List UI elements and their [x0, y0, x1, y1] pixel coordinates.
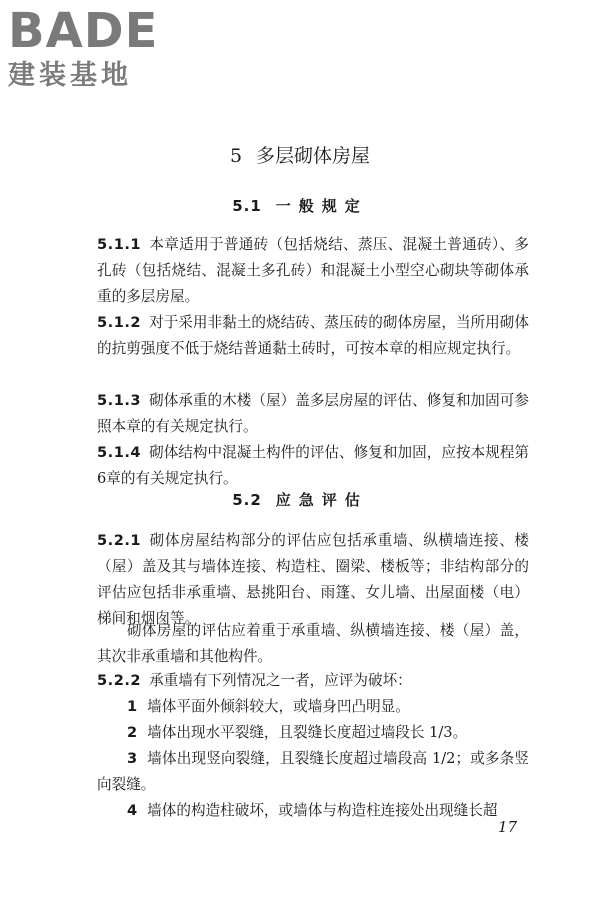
item-number: 3 — [127, 750, 138, 767]
clause-5-1-2 — [97, 310, 529, 362]
bade-logo — [8, 4, 178, 92]
clause-number: 5.1.3 — [97, 392, 142, 409]
clause-text: 砌体承重的木楼（屋）盖多层房屋的评估、修复和加固可参照本章的有关规定执行。 — [97, 392, 529, 435]
section-title: 应急评估 — [275, 491, 368, 509]
clause-number: 5.2.1 — [97, 532, 142, 549]
clause-lead — [97, 668, 529, 694]
clause-text: 对于采用非黏土的烧结砖、蒸压砖的砌体房屋，当所用砌体的抗剪强度不低于烧结普通黏土砖时，可按本章的相应规定执行。 — [97, 314, 529, 357]
list-item — [97, 746, 529, 798]
item-number: 1 — [127, 698, 138, 715]
item-number: 2 — [127, 724, 138, 741]
item-text: 墙体出现水平裂缝，且裂缝长度超过墙段长 1/3。 — [147, 724, 468, 741]
clause-5-1-1 — [97, 232, 529, 310]
clause-text: 承重墙有下列情况之一者，应评为破坏： — [149, 672, 412, 689]
clause-5-1-3 — [97, 388, 529, 440]
item-text: 墙体平面外倾斜较大，或墙身凹凸明显。 — [147, 698, 410, 715]
item-number: 4 — [127, 802, 138, 819]
list-item — [97, 720, 529, 746]
chapter-title — [0, 142, 600, 170]
clause-5-2-2 — [97, 668, 529, 824]
page-number: 17 — [498, 818, 518, 836]
section-title: 一般规定 — [275, 197, 368, 215]
logo-mark: BADE — [8, 3, 159, 59]
clause-number: 5.1.1 — [97, 236, 142, 253]
section-heading-5-1 — [0, 195, 600, 216]
list-item — [97, 694, 529, 720]
section-number: 5.2 — [232, 491, 262, 509]
clause-number: 5.1.2 — [97, 314, 142, 331]
clause-number: 5.1.4 — [97, 444, 142, 461]
section-heading-5-2 — [0, 489, 600, 510]
chapter-name: 多层砌体房屋 — [256, 145, 371, 167]
clause-5-2-1-continuation: 砌体房屋的评估应着重于承重墙、纵横墙连接、楼（屋）盖，其次非承重墙和其他构件。 — [97, 622, 529, 665]
chapter-number: 5 — [229, 145, 243, 167]
clause-text: 砌体结构中混凝土构件的评估、修复和加固，应按本规程第6章的有关规定执行。 — [97, 444, 529, 487]
clause-text: 本章适用于普通砖（包括烧结、蒸压、混凝土普通砖）、多孔砖（包括烧结、混凝土多孔砖）和混凝土小型空心砌块等砌体承重的多层房屋。 — [97, 236, 529, 305]
section-number: 5.1 — [232, 197, 262, 215]
logo-subtitle: 建装基地 — [8, 60, 132, 91]
list-item — [97, 798, 529, 824]
clause-number: 5.2.2 — [97, 672, 142, 689]
item-text: 墙体的构造柱破坏，或墙体与构造柱连接处出现缝长超 — [147, 802, 498, 819]
clause-5-1-4 — [97, 440, 529, 492]
clause-5-2-1 — [97, 528, 529, 632]
clause-text: 砌体房屋结构部分的评估应包括承重墙、纵横墙连接、楼（屋）盖及其与墙体连接、构造柱、圈梁、楼板等；非结构部分的评估应包括非承重墙、悬挑阳台、雨篷、女儿墙、出屋面楼（电）梯间和烟囱等。 — [97, 532, 529, 627]
item-text: 墙体出现竖向裂缝，且裂缝长度超过墙段高 1/2；或多条竖向裂缝。 — [97, 750, 529, 793]
